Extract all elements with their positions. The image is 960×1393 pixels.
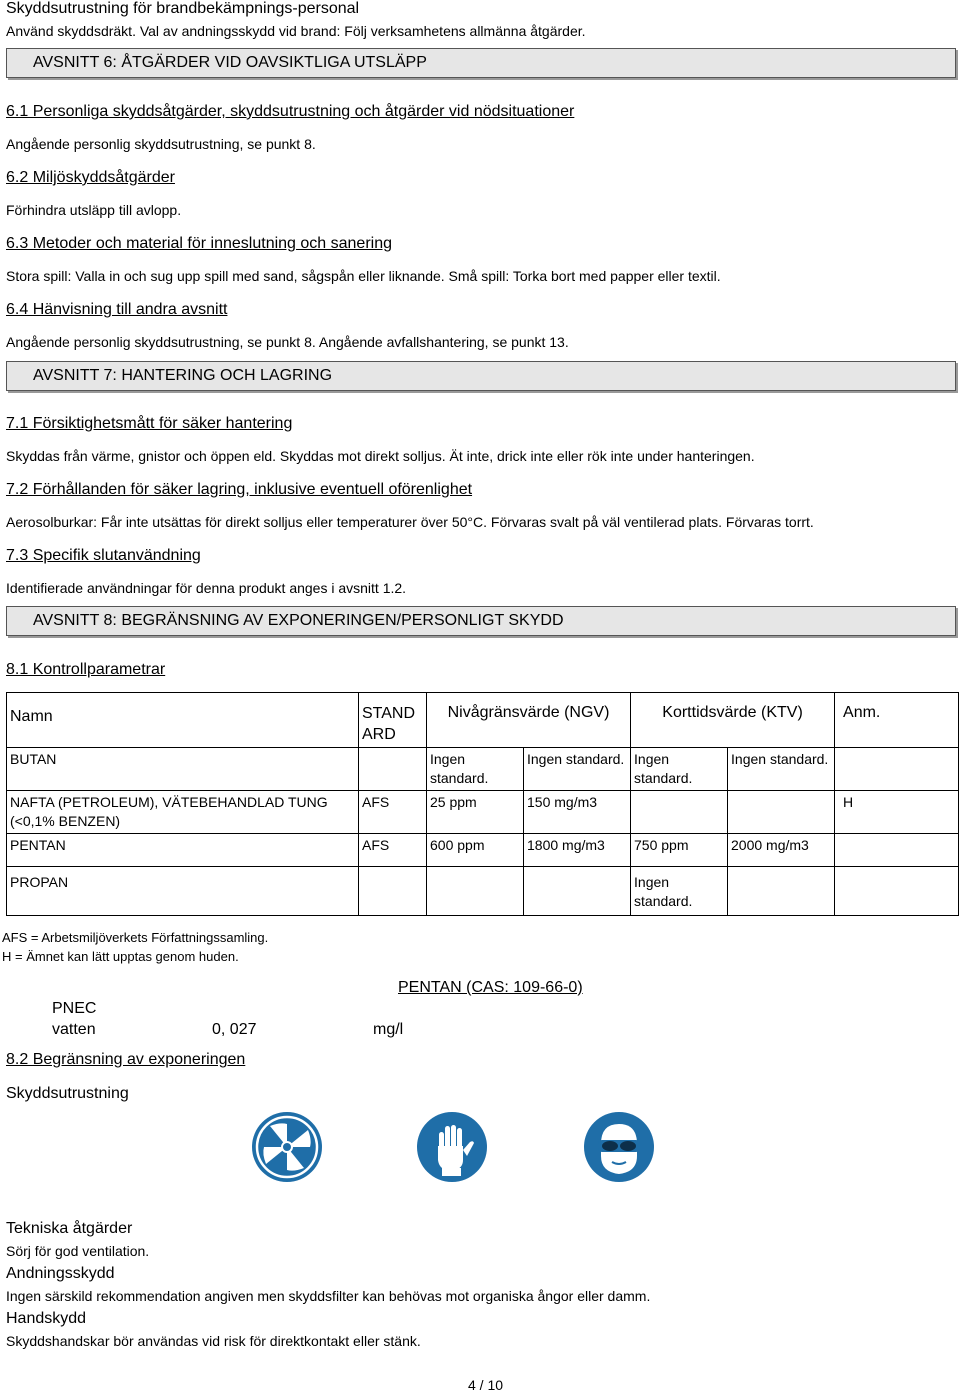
subsection-8-2-title: 8.2 Begränsning av exponeringen	[6, 1051, 246, 1068]
goggles-icon	[582, 1110, 656, 1184]
pnec-medium: vatten	[52, 1021, 96, 1038]
page-number: 4 / 10	[468, 1377, 504, 1393]
cell-anm	[835, 834, 959, 867]
subsection-7-2-title: 7.2 Förhållanden för säker lagring, inklusive eventuell oförenlighet	[6, 481, 473, 498]
cell-ngv-mg	[524, 867, 631, 916]
column-header-standard: STAND ARD	[359, 693, 427, 748]
subsection-7-3-title: 7.3 Specifik slutanvändning	[6, 547, 201, 564]
cell-standard: AFS	[359, 834, 427, 867]
subsection-8-1-title: 8.1 Kontrollparametrar	[6, 661, 166, 678]
tech-measures-title: Tekniska åtgärder	[6, 1220, 133, 1237]
table-row	[7, 791, 959, 834]
note-h: H = Ämnet kan lätt upptas genom huden.	[2, 949, 239, 964]
respiratory-protection-text: Ingen särskild rekommendation angiven men skyddsfilter kan behövas mot organiska ångor eller damm.	[6, 1288, 651, 1304]
cell-ktv-mg	[728, 867, 835, 916]
column-header-anm: Anm.	[835, 693, 959, 748]
column-header-ktv: Korttidsvärde (KTV)	[631, 693, 835, 748]
pnec-value: 0, 027	[212, 1021, 257, 1038]
cell-standard: AFS	[359, 791, 427, 834]
cell-standard	[359, 867, 427, 916]
cell-ktv-ppm: Ingen standard.	[631, 748, 728, 791]
note-afs: AFS = Arbetsmiljöverkets Författningssamling.	[2, 930, 269, 945]
cell-ktv-mg: Ingen standard.	[728, 748, 835, 791]
cell-ngv-mg: Ingen standard.	[524, 748, 631, 791]
subsection-6-3-title: 6.3 Metoder och material för inneslutning och sanering	[6, 235, 392, 252]
cell-ktv-mg: 2000 mg/m3	[728, 834, 835, 867]
exposure-limits-table	[6, 692, 959, 916]
hand-protection-title: Handskydd	[6, 1310, 87, 1327]
tech-measures-text: Sörj för god ventilation.	[6, 1243, 150, 1259]
section-6-header: AVSNITT 6: ÅTGÄRDER VID OAVSIKTLIGA UTSLÄPP	[6, 48, 956, 78]
section-8-header: AVSNITT 8: BEGRÄNSNING AV EXPONERINGEN/PERSONLIGT SKYDD	[6, 606, 956, 636]
cell-name: PROPAN	[7, 867, 359, 916]
cell-anm	[835, 867, 959, 916]
subsection-6-4-text: Angående personlig skyddsutrustning, se punkt 8. Angående avfallshantering, se punkt 13.	[6, 334, 569, 350]
cell-ngv-ppm	[427, 867, 524, 916]
subsection-7-1-title: 7.1 Försiktighetsmått för säker hantering	[6, 415, 293, 432]
cell-ktv-mg	[728, 791, 835, 834]
cell-ktv-ppm	[631, 791, 728, 834]
respiratory-protection-title: Andningsskydd	[6, 1265, 115, 1282]
pentan-cas-title: PENTAN (CAS: 109-66-0)	[398, 979, 583, 996]
cell-ngv-mg: 150 mg/m3	[524, 791, 631, 834]
table-row	[7, 834, 959, 867]
firefighter-ppe-title: Skyddsutrustning för brandbekämpnings-personal	[6, 0, 360, 17]
firefighter-ppe-text: Använd skyddsdräkt. Val av andningsskydd vid brand: Följ verksamhetens allmänna åtgärder.	[6, 23, 586, 39]
cell-ngv-ppm: 600 ppm	[427, 834, 524, 867]
table-row	[7, 748, 959, 791]
cell-standard	[359, 748, 427, 791]
column-header-name: Namn	[7, 693, 359, 748]
subsection-7-3-text: Identifierade användningar för denna produkt anges i avsnitt 1.2.	[6, 580, 407, 596]
subsection-6-1-title: 6.1 Personliga skyddsåtgärder, skyddsutrustning och åtgärder vid nödsituationer	[6, 103, 575, 120]
hand-protection-text: Skyddshandskar bör användas vid risk för direktkontakt eller stänk.	[6, 1333, 421, 1349]
subsection-6-3-text: Stora spill: Valla in och sug upp spill med sand, sågspån eller liknande. Små spill: Torka bort med papper eller textil.	[6, 268, 721, 284]
cell-name: PENTAN	[7, 834, 359, 867]
cell-anm	[835, 748, 959, 791]
cell-ngv-mg: 1800 mg/m3	[524, 834, 631, 867]
gloves-icon	[415, 1110, 489, 1184]
subsection-7-1-text: Skyddas från värme, gnistor och öppen eld. Skyddas mot direkt solljus. Ät inte, drick inte eller rök inte under hanteringen.	[6, 448, 755, 464]
cell-anm: H	[835, 791, 959, 834]
subsection-6-2-text: Förhindra utsläpp till avlopp.	[6, 202, 182, 218]
subsection-6-2-title: 6.2 Miljöskyddsåtgärder	[6, 169, 175, 186]
subsection-6-1-text: Angående personlig skyddsutrustning, se punkt 8.	[6, 136, 316, 152]
respirator-icon	[250, 1110, 324, 1184]
pnec-unit: mg/l	[373, 1021, 404, 1038]
table-row	[7, 867, 959, 916]
cell-ngv-ppm: Ingen standard.	[427, 748, 524, 791]
subsection-6-4-title: 6.4 Hänvisning till andra avsnitt	[6, 301, 228, 318]
table-header-row	[7, 693, 959, 748]
subsection-7-2-text: Aerosolburkar: Får inte utsättas för direkt solljus eller temperaturer över 50°C. Förvaras svalt på väl ventilerad plats. Förvaras torrt.	[6, 514, 814, 530]
cell-ktv-ppm: 750 ppm	[631, 834, 728, 867]
column-header-ngv: Nivågränsvärde (NGV)	[427, 693, 631, 748]
ppe-title: Skyddsutrustning	[6, 1085, 129, 1102]
cell-ktv-ppm: Ingen standard.	[631, 867, 728, 916]
pnec-label: PNEC	[52, 1000, 97, 1017]
cell-ngv-ppm: 25 ppm	[427, 791, 524, 834]
section-7-header: AVSNITT 7: HANTERING OCH LAGRING	[6, 361, 956, 391]
cell-name: NAFTA (PETROLEUM), VÄTEBEHANDLAD TUNG (<0,1% BENZEN)	[7, 791, 359, 834]
cell-name: BUTAN	[7, 748, 359, 791]
